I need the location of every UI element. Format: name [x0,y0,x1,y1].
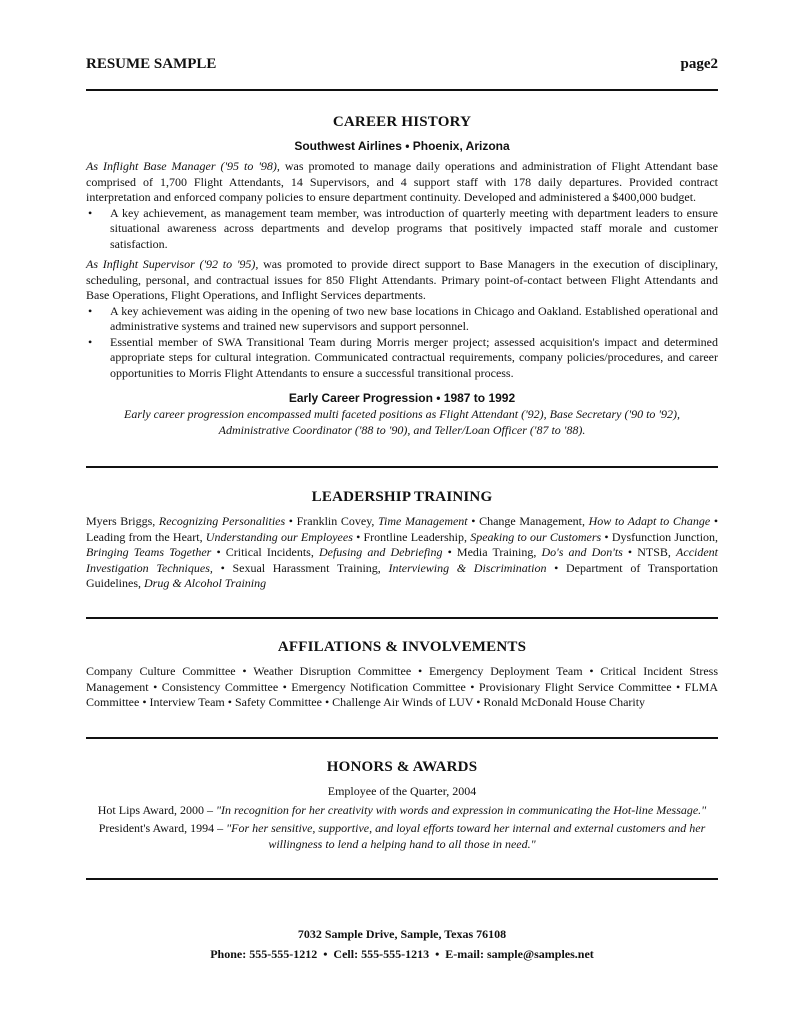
leadership-item [232,561,546,575]
leadership-item-topic: Speaking to our Customers [470,529,602,544]
affiliations-text: Company Culture Committee • Weather Disruption Committee • Emergency Deployment Team • Critical Incident Stress Management • Consistency Committee • Emergency Notification Committee • Provisionary Flight Service Committee • FLMA Committee • Interview Team • Safety Committee • Challenge Air Winds of LUV • Ronald McDonald House Charity [86,664,718,709]
leadership-item-topic: Time Management [378,514,468,528]
honor-presidents-name: President's Award, 1994 – [98,821,227,835]
honors-divider [86,878,718,880]
honor-hot-lips-name: Hot Lips Award, 2000 – [97,802,216,817]
leadership-item [226,545,443,559]
header-divider [86,89,718,91]
leadership-item [86,514,285,528]
role1-text: was promoted to manage daily operations and administration of Flight Attendant base comprised of 1,700 Flight Attendants, 14 Supervisors, and 4 support staff with 178 daily departures. Provided contract interpretation and enforced company policies to ensure department continuity. Developed and administered a $400,000 budget. [86,159,718,204]
leadership-item [457,545,623,559]
leadership-item-name: Sexual Harassment Training, [232,560,389,575]
role1-bullet-text: A key achievement, as management team member, was introduction of quarterly meeting with department leaders to ensure situational awareness across departments and develop programs that positively impacted staff morale and customer satisfaction. [110,205,718,251]
career-history-section [86,114,718,438]
honors-section [86,759,718,852]
leadership-item-name: Media Training, [456,545,542,559]
contact-footer [86,924,718,964]
leadership-item-name: NTSB, [637,545,677,559]
honor-hot-lips-quote: "In recognition for her creativity with words and expression in communicating the Hot-line Message." [216,802,707,817]
footer-email[interactable]: E-mail: sample@samples.net [445,947,594,961]
honors-heading: HONORS & AWARDS [326,759,478,775]
leadership-item [364,530,602,544]
leadership-item [86,530,353,544]
early-career-line2: Administrative Coordinator ('88 to '90), and Teller/Loan Officer ('87 to '88). [218,422,586,437]
role2-paragraph [86,257,718,304]
page-header [86,56,718,73]
bullet-icon: • [88,205,93,220]
leadership-item-topic: How to Adapt to Change [588,514,711,528]
leadership-item-topic: Understanding our Employees [205,529,353,544]
affiliations-section [86,639,718,711]
leadership-item-name: Dysfunction Junction, [611,529,719,544]
leadership-item-topic: Drug & Alcohol Training [144,576,267,590]
leadership-heading: LEADERSHIP TRAINING [311,489,493,505]
leadership-item-topic: Do's and Don'ts [541,545,623,559]
leadership-item-topic: Interviewing & Discrimination [388,560,547,575]
leadership-item-topic: Recognizing Personalities [158,514,286,528]
role2-bullet2-text: Essential member of SWA Transitional Team during Morris merger project; assessed acquisition's impact and determined appropriate steps for cultural integration. Communicated contractual requirements, company policies/procedures, and career opportunities to Morris Flight Attendants to ensure a successful transitional process. [110,334,718,380]
role2-bullet-1 [86,304,718,335]
footer-contact-line: Phone: 555-555-1212 • Cell: 555-555-1213 • E-mail: sample@samples.net [210,947,594,961]
leadership-item-name: Department of Transportation Guidelines, [86,560,718,590]
affiliations-divider [86,737,718,739]
footer-phone: Phone: 555-555-1212 [210,947,318,961]
early-career-heading: Early Career Progression • 1987 to 1992 [288,391,516,405]
role1-paragraph [86,159,718,206]
leadership-item-name: Frontline Leadership, [363,529,471,544]
bullet-icon: • [88,334,93,349]
footer-address: 7032 Sample Drive, Sample, Texas 76108 [297,927,507,941]
leadership-list: Myers Briggs, Recognizing Personalities • Franklin Covey, Time Management • Change Management, How to Adapt to Change • Leading from the Heart, Understanding our Employees • Frontline Leadership, Speaking to our Customers • Dysfunction Junction, Bringing Teams Together • Critical Incidents, Defusing and Debriefing • Media Training, Do's and Don'ts • NTSB, Accident Investigation Techniques, • Sexual Harassment Training, Interviewing & Discrimination • Department of Transportation Guidelines, Drug & Alcohol Training [86,514,719,590]
leadership-divider [86,617,718,619]
leadership-item-name: Franklin Covey, [296,514,379,528]
honor-presidents-quote-cont [86,837,718,853]
footer-cell: Cell: 555-555-1213 [333,947,430,961]
role2-title: As Inflight Supervisor ('92 to '95), [86,257,259,271]
leadership-item-topic: Defusing and Debriefing [318,545,443,559]
honor-presidents-quote: "For her sensitive, supportive, and loyal efforts toward her internal and external customers and her [226,821,706,835]
leadership-item-name: Change Management, [479,514,589,528]
bullet-icon: • [88,303,93,318]
career-history-heading: CAREER HISTORY [332,114,472,130]
leadership-section [86,489,718,592]
company-line: Southwest Airlines • Phoenix, Arizona [294,139,510,153]
leadership-item-name: Myers Briggs, [86,514,159,528]
role2-text: was promoted to provide direct support to Base Managers in the execution of disciplinary, scheduling, personal, and contractual issues for 850 Flight Attendants. Primary point-of-contact between Flight Attendants and Base Operations, Flight Operations, and Inflight Services departments. [86,257,718,302]
honor-presidents-quote-line2: willingness to lend a helping hand to all those in need." [268,836,536,851]
leadership-item-name: Critical Incidents, [225,545,319,559]
role1-title: As Inflight Base Manager ('95 to '98), [86,159,280,173]
early-career-line1: Early career progression encompassed multi faceted positions as Flight Attendant ('92), Base Secretary ('90 to '92), [124,407,680,421]
leadership-item-topic: Bringing Teams Together [86,545,212,559]
role2-bullet1-text: A key achievement was aiding in the opening of two new base locations in Chicago and Oakland. Established operational and administrative systems and trained new supervisors and support personnel. [110,303,718,333]
page-number: page2 [680,56,718,72]
leadership-item [479,514,710,528]
career-divider [86,466,718,468]
role1-bullet [86,206,718,253]
honor-employee-quarter: Employee of the Quarter, 2004 [327,784,477,798]
leadership-item-topic: Accident Investigation Techniques, [86,545,719,575]
leadership-item [297,514,468,528]
resume-sample-label: RESUME SAMPLE [86,56,217,72]
role2-bullet-2 [86,335,718,382]
honor-presidents [86,821,718,837]
leadership-item-name: Leading from the Heart, [86,529,206,544]
honor-hot-lips [86,803,718,819]
affiliations-heading: AFFILATIONS & INVOLVEMENTS [277,639,527,655]
